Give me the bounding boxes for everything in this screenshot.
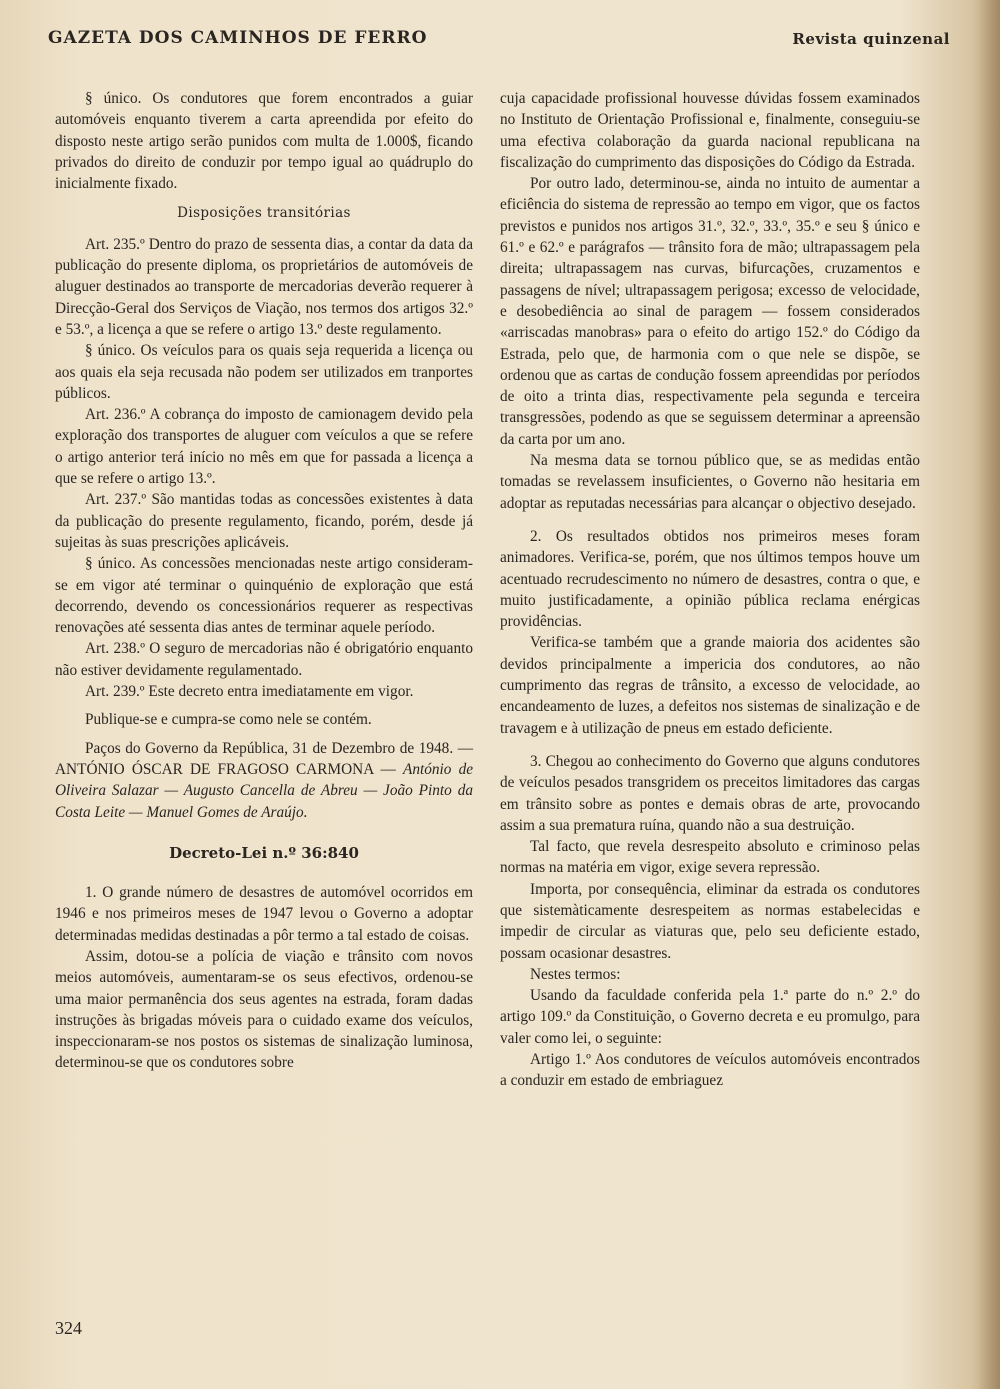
paragraph: 3. Chegou ao conhecimento do Governo que alguns condutores de veículos pesados transgridem os preceitos limitadores das cargas em trânsito sobre as pontes e demais obras de arte, provocando assim a sua prematura ruína, quando não a sua destruição. xyxy=(500,752,920,834)
left-column xyxy=(55,88,473,1074)
right-column xyxy=(500,88,920,1092)
section-heading: Disposições transitórias xyxy=(177,205,351,222)
paragraph: § único. Os condutores que forem encontrados a guiar automóveis enquanto tiverem a carta apreendida por efeito do disposto neste artigo serão punidos com multa de 1.000$, ficando privados do direito de conduzir por tempo igual ao quádruplo do inicialmente fixado. xyxy=(55,90,473,193)
paragraph: § único. Os veículos para os quais seja requerida a licença ou aos quais ela seja recusada não podem ser utilizados em tranportes públicos. xyxy=(55,342,473,402)
paragraph: Nestes termos: xyxy=(530,965,621,983)
paragraph: § único. As concessões mencionadas neste artigo consideram-se em vigor até terminar o quinquénio de exploração que está decorrendo, devendo os concessionários requerer as respectivas renovações até sessenta dias antes de terminar aquele período. xyxy=(55,555,473,637)
paragraph: Publique-se e cumpra-se como nele se contém. xyxy=(85,711,372,729)
paragraph: Importa, por consequência, eliminar da estrada os condutores que sistemàticamente desrespeitem as normas estabelecidas e impedir de circular as viaturas que, pelo seu deficiente estado, possam ocasionar desastres. xyxy=(500,880,920,962)
paragraph: Art. 237.º São mantidas todas as concessões existentes à data da publicação do presente regulamento, ficando, porém, desde já sujeitas às suas prescrições aplicáveis. xyxy=(55,491,473,551)
paragraph: 1. O grande número de desastres de automóvel ocorridos em 1946 e nos primeiros meses de 1947 levou o Governo a adoptar determinadas medidas destinadas a pôr termo a tal estado de coisas. xyxy=(55,884,473,944)
journal-subtitle: Revista quinzenal xyxy=(792,30,950,48)
journal-title: GAZETA DOS CAMINHOS DE FERRO xyxy=(48,28,428,48)
paragraph: Art. 239.º Este decreto entra imediatamente em vigor. xyxy=(85,683,414,701)
page-number: 324 xyxy=(55,1318,82,1338)
signature-names: António de Oliveira Salazar — Augusto Cancella de Abreu — João Pinto da Costa Leite — Manuel Gomes de Araújo. xyxy=(55,760,474,821)
paragraph: cuja capacidade profissional houvesse dúvidas fossem examinados no Instituto de Orientação Profissional e, finalmente, conseguiu-se uma efectiva colaboração da guarda nacional republicana na fiscalização do cumprimento das disposições do Código da Estrada. xyxy=(500,90,920,171)
paragraph: Assim, dotou-se a polícia de viação e trânsito com novos meios automóveis, aumentaram-se os seus efectivos, ordenou-se uma maior permanência dos seus agentes na estrada, foram dadas instruções às brigadas móveis para o cuidado exame dos veículos, inspeccionaram-se nos postos os sistemas de sinalização luminosa, determinou-se que os condutores sobre xyxy=(55,947,473,1072)
paragraph: Usando da faculdade conferida pela 1.ª parte do n.º 2.º do artigo 109.º da Constituição, o Governo decreta e eu promulgo, para valer como lei, o seguinte: xyxy=(500,987,920,1047)
paragraph: Art. 236.º A cobrança do imposto de camionagem devido pela exploração dos transportes de aluguer com veículos a que se refere o artigo anterior terá início no mês em que for passada a licença a que se refere o artigo 13.º. xyxy=(55,406,473,488)
decree-title: Decreto-Lei n.º 36:840 xyxy=(169,843,359,862)
page-edge-shadow xyxy=(978,0,1000,1389)
paragraph: Artigo 1.º Aos condutores de veículos automóveis encontrados a conduzir em estado de embriaguez xyxy=(500,1051,920,1090)
running-header xyxy=(48,22,950,52)
signature-date-line: Paços do Governo da República, 31 de Dezembro de 1948. — ANTÓNIO ÓSCAR DE FRAGOSO CARMONA — xyxy=(55,739,473,778)
paragraph: Por outro lado, determinou-se, ainda no intuito de aumentar a eficiência do sistema de repressão ao tempo em vigor, que os factos previstos e punidos nos artigos 31.º, 32.º, 33.º, 35.º e seu § único e 61.º e 62.º e parágrafos — trânsito fora de mão; ultrapassagem pela direita; ultrapassagem nas curvas, bifurcações, cruzamentos e passagens de nível; ultrapassagem perigosa; excesso de velocidade, e desobediência ao sinal de paragem — fossem considerados «arriscadas manobras» para o efeito do artigo 152.º do Código da Estrada, pelo que, de harmonia com o que nele se dispõe, se ordenou que as cartas de condução fossem apreendidas por períodos de oito a trinta dias, respectivamente pela segunda e terceira transgressões, podendo as que se seguissem determinar a apreensão da carta por um ano. xyxy=(500,175,920,448)
paragraph: Art. 238.º O seguro de mercadorias não é obrigatório enquanto não estiver devidamente regulamentado. xyxy=(55,640,473,679)
signature-paragraph xyxy=(55,738,473,823)
paragraph: Verifica-se também que a grande maioria dos acidentes são devidos principalmente a impericia dos condutores, ao não cumprimento das regras de trânsito, a excesso de velocidade, ao encandeamento de luzes, a defeitos nos sistemas de sinalização e de travagem e à utilização de pneus em estado deficiente. xyxy=(500,634,920,737)
paragraph: Na mesma data se tornou público que, se as medidas então tomadas se revelassem insuficientes, o Governo não hesitaria em adoptar as reputadas necessárias para alcançar o objectivo desejado. xyxy=(500,452,920,512)
paragraph: Tal facto, que revela desrespeito absoluto e criminoso pelas normas na matéria em vigor, exige severa repressão. xyxy=(500,838,920,877)
paragraph: Art. 235.º Dentro do prazo de sessenta dias, a contar da data da publicação do presente diploma, os proprietários de automóveis de aluguer destinados ao transporte de mercadorias deverão requerer à Direcção-Geral dos Serviços de Viação, nos termos dos artigos 32.º e 53.º, a licença a que se refere o artigo 13.º deste regulamento. xyxy=(55,235,473,338)
paragraph: 2. Os resultados obtidos nos primeiros meses foram animadores. Verifica-se, porém, que nos últimos tempos houve um acentuado recrudescimento no número de desastres, contra o que, e muito justificadamente, a opinião pública reclama enérgicas providências. xyxy=(500,527,920,631)
